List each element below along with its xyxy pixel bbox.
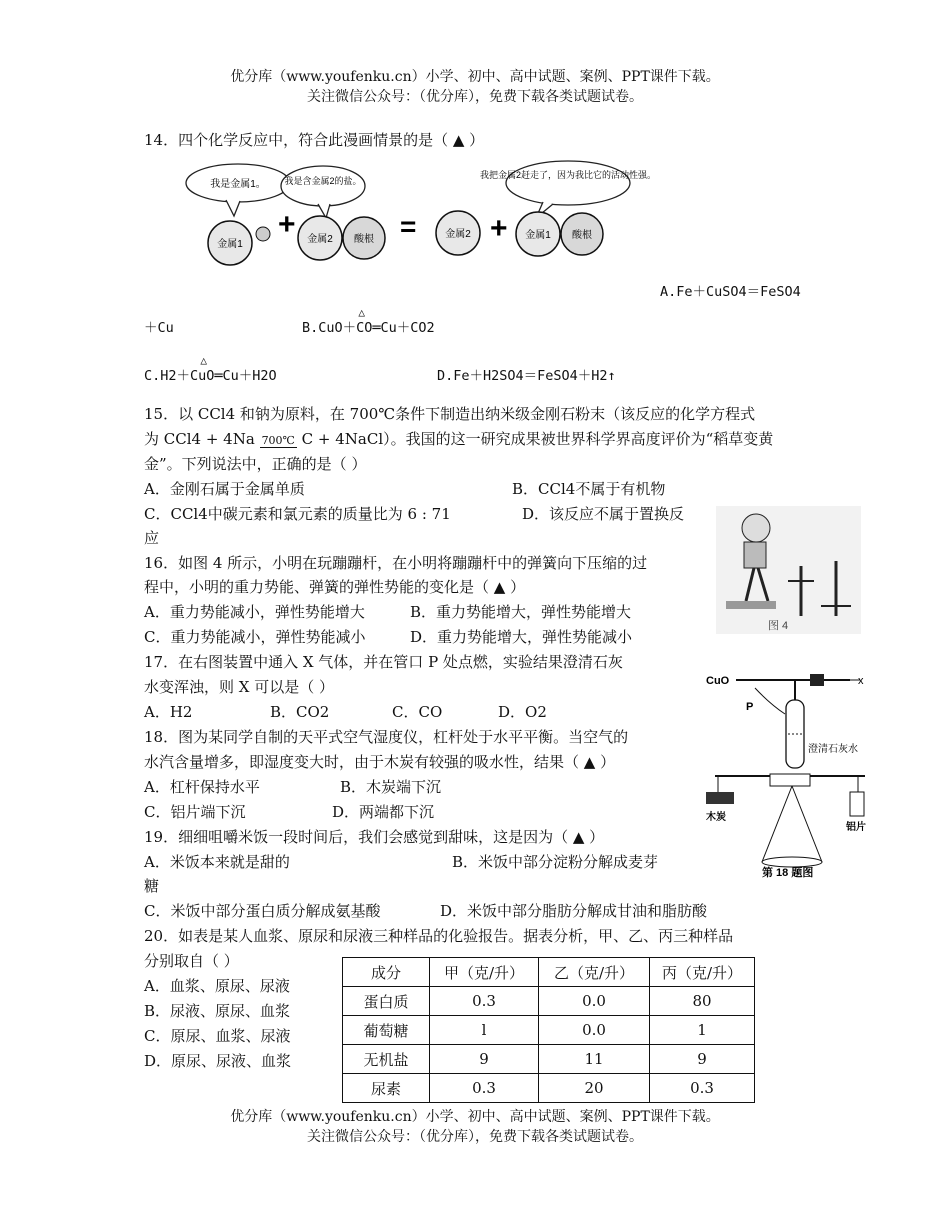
table-row: [343, 1016, 755, 1045]
table-cell: 无机盐: [343, 1045, 430, 1074]
q18-fig-charcoal: 木炭: [706, 812, 726, 823]
q17-option-a: A．H2: [144, 703, 193, 721]
q18-line-1: 18．图为某同学自制的天平式空气湿度仪，杠杆处于水平平衡。当空气的: [144, 728, 629, 746]
q15-option-d-cont: 应: [144, 529, 160, 547]
table-cell: 1: [650, 1016, 755, 1045]
table-cell: 葡萄糖: [343, 1016, 430, 1045]
q18-option-a: A．杠杆保持水平: [144, 778, 260, 796]
q18-line-2: 水汽含量增多，即湿度变大时，由于木炭有较强的吸水性，结果（ ▲ ）: [144, 753, 616, 771]
table-cell: 11: [539, 1045, 650, 1074]
table-cell: 尿素: [343, 1074, 430, 1103]
q17-fig-limewater: 澄清石灰水: [808, 744, 858, 755]
q18-option-b: B．木炭端下沉: [340, 778, 442, 796]
q17-line-1: 17．在右图装置中通入 X 气体，并在管口 P 处点燃，实验结果澄清石灰: [144, 653, 623, 671]
q16-line-1: 16．如图 4 所示，小明在玩蹦蹦杆，在小明将蹦蹦杆中的弹簧向下压缩的过: [144, 554, 648, 572]
q20-option-c: C．原尿、血浆、尿液: [144, 1027, 291, 1045]
q20-option-b: B．尿液、原尿、血浆: [144, 1002, 291, 1020]
q20-line-1: 20．如表是某人血浆、原尿和尿液三种样品的化验报告。据表分析，甲、乙、丙三种样品: [144, 927, 734, 945]
q17-figure: [700, 664, 875, 774]
q19-option-b: B．米饭中部分淀粉分解成麦芽: [452, 853, 659, 871]
q17-option-b: B．CO2: [270, 703, 330, 721]
q19-option-a: A．米饭本来就是甜的: [144, 853, 290, 871]
q15-option-d: D．该反应不属于置换反: [522, 505, 685, 523]
q20-line-2: 分别取自（ ）: [144, 952, 239, 970]
q14-option-b: B.CuO＋CO △ ═Cu＋CO2: [302, 306, 435, 336]
table-header: 甲（克/升）: [430, 958, 539, 987]
q14-metal2-a: 金属2: [307, 234, 333, 245]
table-cell: 0.3: [430, 987, 539, 1016]
q16-option-b: B．重力势能增大，弹性势能增大: [410, 603, 632, 621]
q14-acid-b: 酸根: [572, 230, 592, 241]
q14-option-c: C.H2＋CuO △ ═Cu＋H2O: [144, 354, 277, 384]
q17-option-c: C．CO: [392, 703, 443, 721]
table-cell: 20: [539, 1074, 650, 1103]
table-header: 成分: [343, 958, 430, 987]
svg-text:=: =: [400, 211, 417, 242]
q19-line-1: 19．细细咀嚼米饭一段时间后，我们会感觉到甜味，这是因为（ ▲ ）: [144, 828, 605, 846]
q14-bubble-1: 我是金属1。: [210, 179, 266, 190]
q14-metal1-b: 金属1: [525, 230, 551, 241]
table-header: 乙（克/升）: [539, 958, 650, 987]
q20-table: [342, 957, 755, 1103]
footer-line-1: 优分库（www.youfenku.cn）小学、初中、高中试题、案例、PPT课件下载。: [230, 1109, 720, 1125]
q15-option-a: A．金刚石属于金属单质: [144, 480, 305, 498]
table-header: 丙（克/升）: [650, 958, 755, 987]
q18-figure: [700, 770, 875, 882]
table-cell: 80: [650, 987, 755, 1016]
q16-option-d: D．重力势能增大，弹性势能减小: [410, 628, 633, 646]
table-cell: 0.0: [539, 1016, 650, 1045]
q16-figure-caption: 图 4: [768, 620, 789, 632]
table-cell: 蛋白质: [343, 987, 430, 1016]
table-cell: 9: [430, 1045, 539, 1074]
table-cell: 0.3: [650, 1074, 755, 1103]
q15-option-b: B．CCl4不属于有机物: [512, 480, 666, 498]
q16-option-a: A．重力势能减小，弹性势能增大: [144, 603, 365, 621]
q19-option-d: D．米饭中部分脂肪分解成甘油和脂肪酸: [440, 902, 708, 920]
q17-fig-cuo: CuO: [706, 675, 730, 687]
q14-metal1: 金属1: [217, 239, 243, 250]
q17-line-2: 水变浑浊，则 X 可以是（ ）: [144, 678, 334, 696]
table-cell: 0.3: [430, 1074, 539, 1103]
q17-fig-p: P: [746, 701, 754, 713]
q15-line-2: 为 CCl4 + 4Na 700℃ C + 4NaCl）。我国的这一研究成果被世界科学界高度评价为“稻草变黄: [144, 430, 774, 448]
q18-option-c: C．铝片端下沉: [144, 803, 246, 821]
heat-sign-c: △: [200, 354, 208, 367]
q18-fig-aluminum: 铝片: [846, 822, 866, 833]
q18-fig-caption: 第 18 题图: [762, 867, 814, 879]
header-line-1: 优分库（www.youfenku.cn）小学、初中、高中试题、案例、PPT课件下载。: [230, 69, 720, 85]
q14-option-d: D.Fe＋H2SO4＝FeSO4＋H2↑: [437, 368, 616, 384]
q20-option-a: A．血浆、原尿、尿液: [144, 977, 290, 995]
table-header-row: [343, 958, 755, 987]
svg-text:+: +: [278, 208, 296, 241]
q14-acid-a: 酸根: [354, 234, 374, 245]
q16-figure: [716, 506, 861, 634]
q17-option-d: D．O2: [498, 703, 547, 721]
heat-sign-b: △: [358, 306, 366, 319]
q16-line-2: 程中，小明的重力势能、弹簧的弹性势能的变化是（ ▲ ）: [144, 578, 526, 596]
q14-option-a: A.Fe＋CuSO4＝FeSO4: [660, 284, 801, 300]
q16-option-c: C．重力势能减小，弹性势能减小: [144, 628, 366, 646]
q15-line-1: 15．以 CCl4 和钠为原料，在 700℃条件下制造出纳米级金刚石粉末（该反应的化学方程式: [144, 405, 756, 423]
svg-text:+: +: [490, 212, 508, 245]
q14-bubble-3: 我把金属2赶走了，因为我比它的活动性强。: [479, 170, 657, 180]
table-row: [343, 1045, 755, 1074]
q14-bubble-2: 我是含金属2的盐。: [284, 176, 362, 186]
q14-cartoon: [178, 158, 808, 270]
q14-option-a-cont: ＋Cu: [144, 320, 174, 336]
q19-option-b-cont: 糖: [144, 877, 160, 895]
table-cell: 9: [650, 1045, 755, 1074]
table-cell: l: [430, 1016, 539, 1045]
q18-option-d: D．两端都下沉: [332, 803, 435, 821]
table-cell: 0.0: [539, 987, 650, 1016]
table-row: [343, 1074, 755, 1103]
footer-line-2: 关注微信公众号：（优分库），免费下载各类试题试卷。: [307, 1129, 643, 1145]
header-line-2: 关注微信公众号：（优分库），免费下载各类试题试卷。: [307, 89, 643, 105]
table-row: [343, 987, 755, 1016]
reaction-condition: 700℃: [261, 434, 295, 447]
q14-metal2-b: 金属2: [445, 229, 471, 240]
q20-option-d: D．原尿、尿液、血浆: [144, 1052, 292, 1070]
q19-option-c: C．米饭中部分蛋白质分解成氨基酸: [144, 902, 381, 920]
q17-fig-x: x: [858, 675, 864, 687]
q15-option-c: C．CCl4中碳元素和氯元素的质量比为 6 : 71: [144, 505, 451, 523]
q14-stem: 14．四个化学反应中，符合此漫画情景的是（ ▲ ）: [144, 131, 485, 149]
q15-line-3: 金”。下列说法中，正确的是（ ）: [144, 455, 367, 473]
